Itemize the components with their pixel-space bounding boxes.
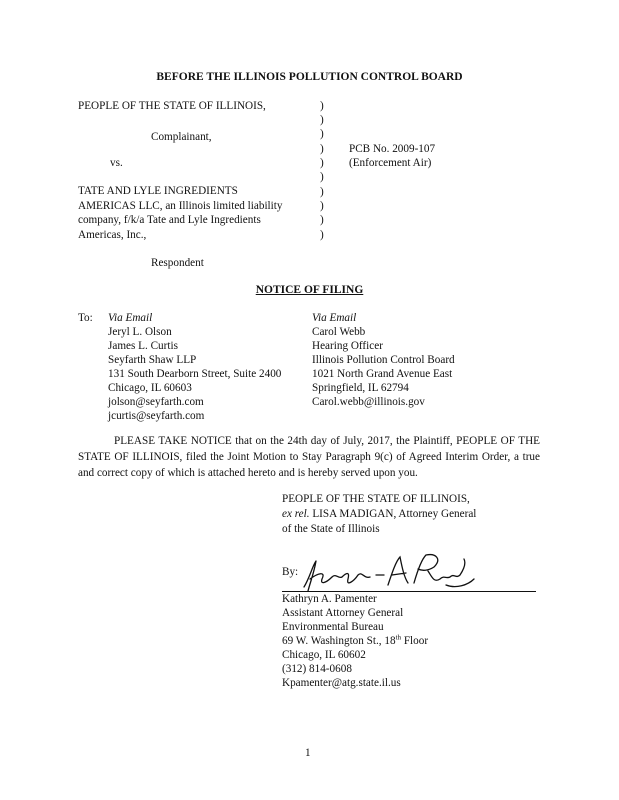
street-main: 69 W. Washington St., 18	[282, 635, 396, 647]
respondent-label: Respondent	[151, 257, 204, 269]
left-recipient-email: jolson@seyfarth.com	[108, 396, 204, 408]
signer-bureau: Environmental Bureau	[282, 621, 384, 633]
left-recipient-method: Via Email	[108, 312, 153, 324]
right-recipient-email: Carol.webb@illinois.gov	[312, 396, 425, 408]
defendant-line-1: TATE AND LYLE INGREDIENTS	[78, 185, 238, 197]
signer-title: Assistant Attorney General	[282, 607, 404, 619]
ex-rel-attorney: LISA MADIGAN, Attorney General	[309, 508, 477, 520]
notice-paragraph: PLEASE TAKE NOTICE that on the 24th day of July, 2017, the Plaintiff, PEOPLE OF THE STATE OF ILLINOIS, filed the Joint Motion to Stay Paragraph 9(c) of Agreed Interim Order, a true and correct copy of which is attached hereto and is hereby served upon you.	[78, 435, 540, 479]
right-recipient-line: Illinois Pollution Control Board	[312, 354, 455, 366]
caption-paren: )	[320, 157, 324, 169]
signer-city: Chicago, IL 60602	[282, 649, 366, 661]
complainant-label: Complainant,	[151, 131, 212, 143]
document-title: BEFORE THE ILLINOIS POLLUTION CONTROL BOARD	[156, 71, 463, 83]
notice-title: NOTICE OF FILING	[255, 284, 364, 296]
left-recipient-line: 131 South Dearborn Street, Suite 2400	[108, 368, 282, 380]
left-recipient-line: Jeryl L. Olson	[108, 326, 172, 338]
left-recipient-line: James L. Curtis	[108, 340, 178, 352]
caption-paren: )	[320, 171, 324, 183]
caption-paren: )	[320, 200, 324, 212]
caption-paren: )	[320, 100, 324, 112]
plaintiff-name: PEOPLE OF THE STATE OF ILLINOIS,	[78, 100, 266, 112]
versus-label: vs.	[110, 157, 123, 169]
caption-paren: )	[320, 128, 324, 140]
signer-name: Kathryn A. Pamenter	[282, 593, 377, 605]
case-type: (Enforcement Air)	[349, 157, 432, 169]
case-number: PCB No. 2009-107	[349, 143, 436, 155]
defendant-line-2: AMERICAS LLC, an Illinois limited liability	[78, 200, 283, 212]
state-of-illinois: of the State of Illinois	[282, 523, 380, 535]
ex-rel-prefix: ex rel.	[282, 508, 310, 520]
right-recipient-method: Via Email	[312, 312, 357, 324]
left-recipient-line: Seyfarth Shaw LLP	[108, 354, 197, 366]
left-recipient-line: Chicago, IL 60603	[108, 382, 192, 394]
caption-paren: )	[320, 229, 324, 241]
notice-body	[78, 433, 540, 481]
street-floor: Floor	[401, 635, 429, 647]
signature-party: PEOPLE OF THE STATE OF ILLINOIS,	[282, 493, 470, 505]
caption-paren: )	[320, 186, 324, 198]
ex-rel-line	[282, 507, 476, 521]
page-number: 1	[305, 747, 311, 759]
defendant-line-3: company, f/k/a Tate and Lyle Ingredients	[78, 214, 261, 226]
handwritten-signature	[296, 549, 476, 597]
left-recipient-email: jcurtis@seyfarth.com	[108, 410, 205, 422]
signer-phone: (312) 814-0608	[282, 663, 352, 675]
defendant-line-4: Americas, Inc.,	[78, 229, 147, 241]
street-ordinal: th	[395, 633, 402, 642]
caption-paren: )	[320, 114, 324, 126]
right-recipient-line: Springfield, IL 62794	[312, 382, 409, 394]
right-recipient-line: Carol Webb	[312, 326, 366, 338]
right-recipient-line: Hearing Officer	[312, 340, 383, 352]
caption-paren: )	[320, 143, 324, 155]
to-label: To:	[78, 312, 93, 324]
caption-paren: )	[320, 214, 324, 226]
signer-email: Kpamenter@atg.state.il.us	[282, 677, 401, 689]
right-recipient-line: 1021 North Grand Avenue East	[312, 368, 453, 380]
signer-street	[282, 634, 428, 648]
by-label: By:	[282, 566, 299, 578]
